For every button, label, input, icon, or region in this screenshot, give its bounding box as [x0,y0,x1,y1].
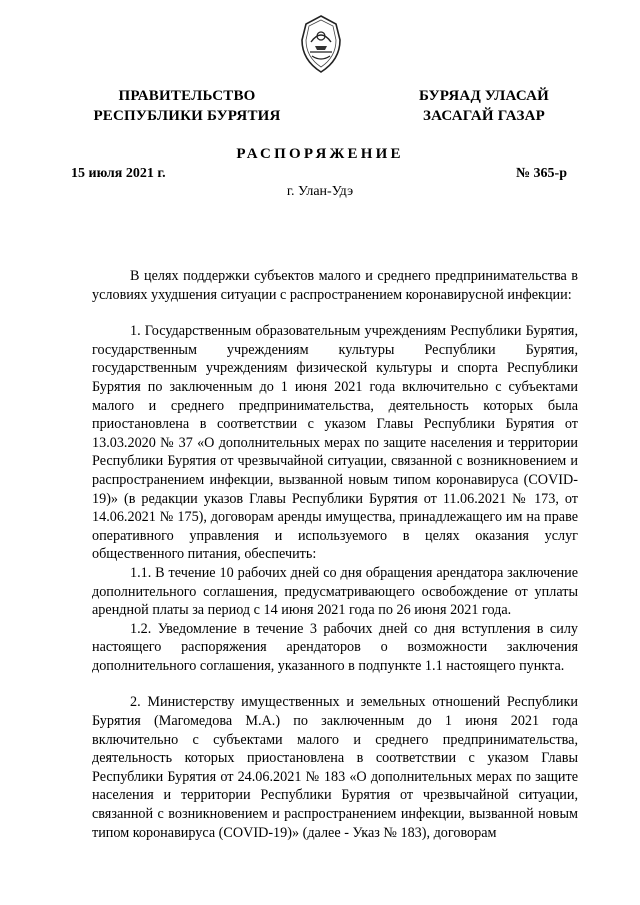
paragraph-item-1: 1. Государственным образовательным учреждениям Республики Бурятия, государственным учреждениям культуры Республики Бурятия, государственным учреждениям физической культуры и спорта Республики Бурятия по заключенным до 1 июня 2021 года включительно с субъектами малого и среднего предпринимательства, деятельность которых была приостановлена в соответствии с указом Главы Республики Бурятия от 13.03.2020 № 37 «О дополнительных мерах по защите населения и территории Республики Бурятия от чрезвычайной ситуации, связанной с возникновением и распространением инфекции, вызванной новым типом коронавируса (COVID-19)» (в редакции указов Главы Республики Бурятия от 11.06.2021 № 173, от 14.06.2021 № 175), договорам аренды имущества, принадлежащего им на праве оперативного управления и используемого в целях оказания услуг общественного питания, обеспечить: [92,323,578,563]
paragraph-item-1-1: 1.1. В течение 10 рабочих дней со дня обращения арендатора заключение дополнительного соглашения, предусматривающего освобождение от уплаты арендной платы за период с 14 июня 2021 года по 26 июня 2021 года. [92,564,578,619]
document-body [92,267,578,842]
paragraph-item-1-2: 1.2. Уведомление в течение 3 рабочих дней со дня вступления в силу настоящего распоряжения арендаторов о возможности заключения дополнительного соглашения, указанного в подпункте 1.1 настоящего пункта. [92,620,578,674]
government-name-buryat [398,86,570,126]
paragraph-intro: В целях поддержки субъектов малого и среднего предпринимательства в условиях ухудшения ситуации с распространением коронавирусной инфекции: [92,268,578,303]
government-name-buryat-line2: ЗАСАГАЙ ГАЗАР [423,108,545,124]
document-city: г. Улан-Удэ [286,184,354,199]
government-name-buryat-line1: БУРЯАД УЛАСАЙ [418,88,550,104]
document-title: РАСПОРЯЖЕНИЕ [236,146,404,162]
document-number: № 365-р [515,166,567,181]
government-name-line2: РЕСПУБЛИКИ БУРЯТИЯ [93,108,281,124]
government-name-russian [82,86,292,126]
government-name-line1: ПРАВИТЕЛЬСТВО [118,88,256,104]
document-date: 15 июля 2021 г. [71,166,166,181]
paragraph-item-2: 2. Министерству имущественных и земельных отношений Республики Бурятия (Магомедова М.А.) по заключенным до 1 июня 2021 года включительно с субъектами малого и среднего предпринимательства, деятельность которых приостановлена в соответствии с указом Главы Республики Бурятия от 24.06.2021 № 183 «О дополнительных мерах по защите населения и территории Республики Бурятия от чрезвычайной ситуации, связанной с возникновением и распространением инфекции, вызванной новым типом коронавируса (COVID-19)» (далее - Указ № 183), договорам [92,694,578,841]
buryatia-coat-of-arms-icon [296,14,346,76]
